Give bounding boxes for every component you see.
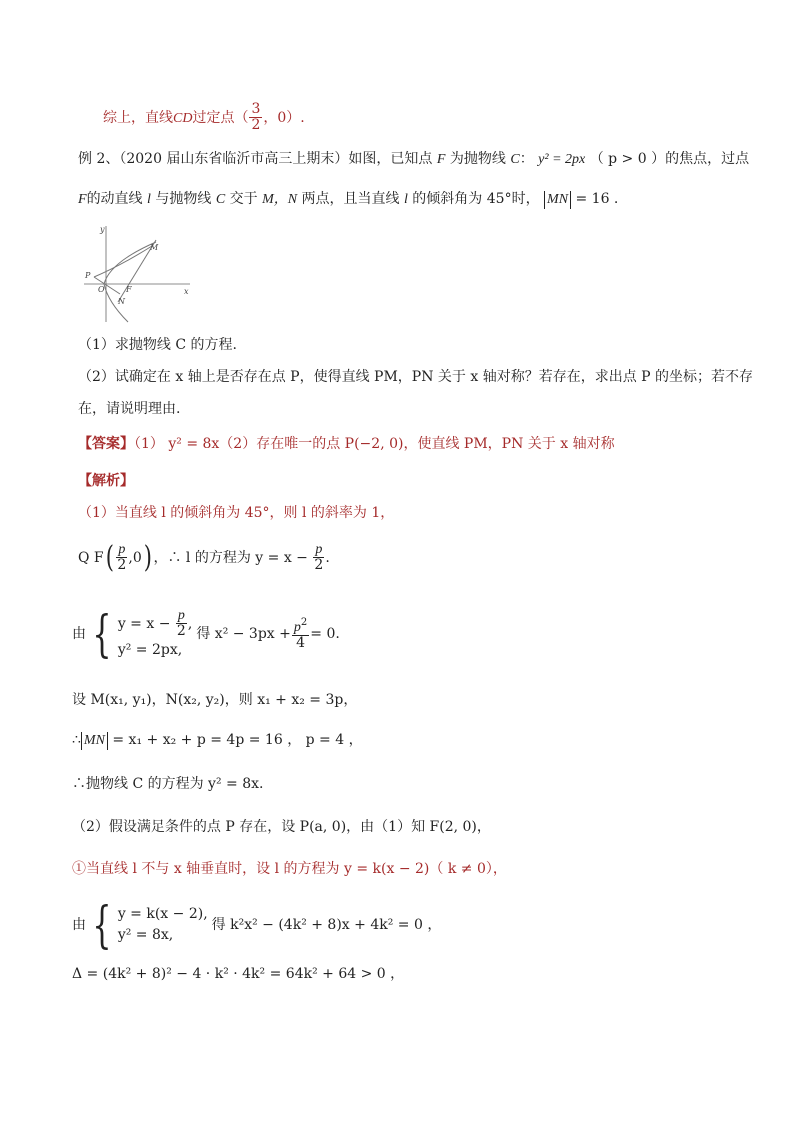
answer-line <box>78 436 615 453</box>
question-2-line-2: 在，请说明理由. <box>78 401 181 417</box>
analysis-step-1: （1）当直线 l 的倾斜角为 45°，则 l 的斜率为 1， <box>78 505 395 521</box>
summary-cd: CD <box>173 110 193 126</box>
analysis-step-6: ∴抛物线 C 的方程为 y² = 8x. <box>72 776 264 792</box>
label-n: N <box>118 297 125 306</box>
analysis-tag: 【解析】 <box>78 473 134 489</box>
analysis-step-3: 由 { y = x − $\frac{p}{2}$ , y² = 2px, 得 x² − 3px + $\frac{p^2}{4}$ = 0. <box>72 605 340 664</box>
summary-line <box>103 102 305 134</box>
summary-fraction: $\frac{3}{2}$ <box>251 101 261 134</box>
answer-tag: 【答案】 <box>78 436 134 452</box>
mn-abs: MN <box>544 191 571 209</box>
example-line-2: F的动直线 l 与抛物线 C 交于 M，N 两点，且当直线 l 的倾斜角为 45°时， MN = 16 . <box>78 191 619 207</box>
parabola-figure <box>80 222 195 324</box>
question-1: （1）求抛物线 C 的方程. <box>78 337 237 353</box>
summary-prefix: 综上，直线 <box>103 109 173 126</box>
label-o: O <box>98 285 105 294</box>
label-p: P <box>85 271 91 280</box>
analysis-step-2: Q F( $\frac{p}{2}$ ,0) ，∴ l 的方程为 y = x − $\frac{p}{2}$ . <box>78 539 330 575</box>
analysis-step-5: ∴ MN = x₁ + x₂ + p = 4p = 16 ， p = 4 ， <box>72 732 363 748</box>
label-m: M <box>150 243 159 252</box>
analysis-step-7: （2）假设满足条件的点 P 存在，设 P(a, 0)，由（1）知 F(2, 0)， <box>72 819 491 835</box>
label-f: F <box>126 285 132 294</box>
summary-suffix: 过定点（ <box>192 109 249 126</box>
analysis-step-4: 设 M(x₁, y₁)，N(x₂, y₂)，则 x₁ + x₂ = 3p， <box>72 692 358 708</box>
label-y: y <box>100 225 105 234</box>
analysis-step-8: ①当直线 l 不与 x 轴垂直时，设 l 的方程为 y = k(x − 2)（ k ≠ 0）， <box>72 861 507 877</box>
analysis-step-10: Δ = (4k² + 8)² − 4 · k² · 4k² = 64k² + 64 > 0 ， <box>72 966 405 982</box>
summary-tail: ，0）. <box>263 109 305 126</box>
example-line-1: 例 2、（2020 届山东省临沂市高三上期末）如图，已知点 F 为抛物线 C： y² = 2px （ p > 0 ）的焦点，过点 <box>78 151 750 167</box>
label-x: x <box>184 287 189 296</box>
analysis-step-9: 由 { y = k(x − 2), y² = 8x, 得 k²x² − (4k² + 8)x + 4k² = 0 ， <box>72 896 442 954</box>
answer-text: （1） y² = 8x（2）存在唯一的点 P(−2, 0)，使直线 PM，PN 关于 x 轴对称 <box>134 436 615 452</box>
parabola-equation: y² = 2px <box>538 152 586 167</box>
question-2-line-1: （2）试确定在 x 轴上是否存在点 P，使得直线 PM，PN 关于 x 轴对称？若存在，求出点 P 的坐标；若不存 <box>78 369 754 385</box>
